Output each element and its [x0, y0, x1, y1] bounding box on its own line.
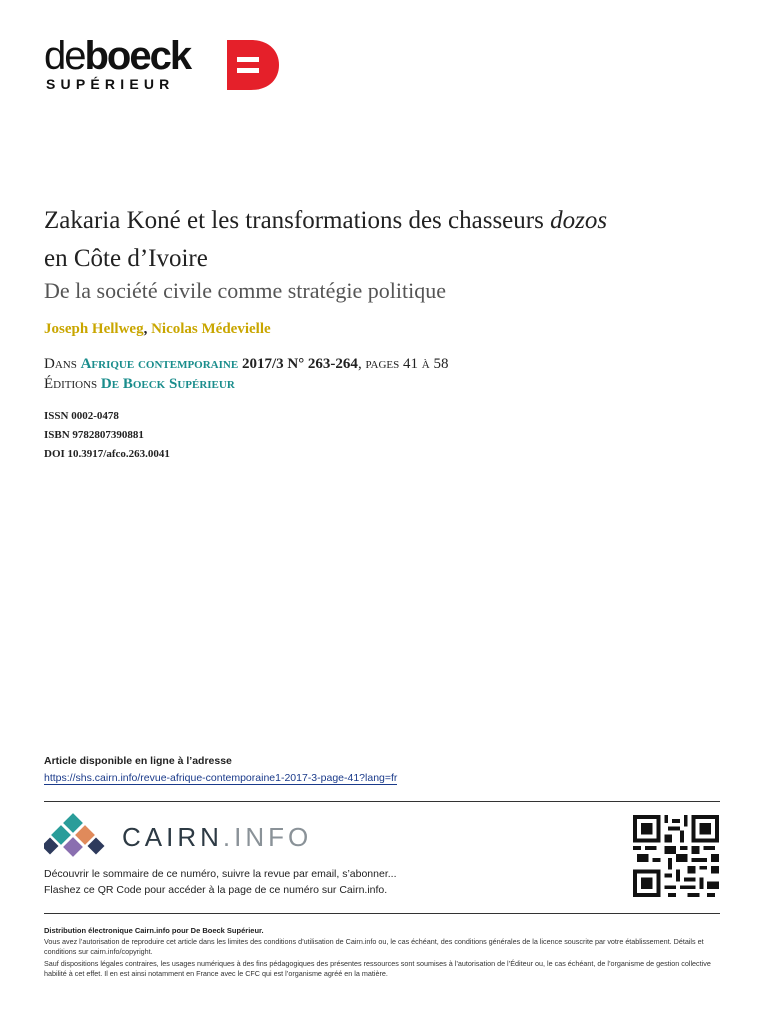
qr-code-icon[interactable] [632, 815, 720, 897]
distribution-title: Distribution électronique Cairn.info pour De Boeck Supérieur. [44, 926, 264, 935]
article-subtitle: De la société civile comme stratégie politique [44, 278, 446, 303]
cairn-qr-instruction: Flashez ce QR Code pour accéder à la page de ce numéro sur Cairn.info. [44, 884, 388, 896]
isbn: ISBN 9782807390881 [44, 429, 144, 441]
logo-tagline: SUPÉRIEUR [46, 76, 175, 92]
logo-wordmark: deboeck [44, 34, 191, 78]
divider [44, 801, 720, 802]
legal-paragraph: Sauf dispositions légales contraires, les usages numériques à des fins pédagogiques des présentes ressources sont soumises à l’autorisation de l’Éditeur ou, le cas échéant, de l’organisme de gestion collective habilité à cet effet. Il en est ainsi notamment en France avec le CFC qui est l’organisme agréé en la matière. [44, 959, 711, 978]
author-link[interactable]: Joseph Hellweg [44, 321, 144, 337]
article-title: Zakaria Koné et les transformations des chasseurs dozos en Côte d’Ivoire [44, 207, 608, 272]
logo-d-mark-icon [227, 40, 279, 90]
cairn-wordmark: CAIRN.INFO [122, 822, 313, 852]
publication-line: Dans Afrique contemporaine 2017/3 N° 263-264, pages 41 à 58 [44, 356, 449, 372]
author-link[interactable]: Nicolas Médevielle [151, 321, 271, 337]
publisher-logo [44, 34, 284, 96]
issn: ISSN 0002-0478 [44, 410, 119, 422]
publisher-link[interactable]: De Boeck Supérieur [100, 376, 235, 392]
article-url-link[interactable]: https://shs.cairn.info/revue-afrique-contemporaine1-2017-3-page-41?lang=fr [44, 772, 398, 784]
availability-label: Article disponible en ligne à l’adresse [44, 755, 232, 767]
doi: DOI 10.3917/afco.263.0041 [44, 448, 170, 460]
legal-paragraph: Vous avez l’autorisation de reproduire cet article dans les limites des conditions d’utilisation de Cairn.info ou, le cas échéant, des conditions générales de la licence souscrite par votre établissement. Détails et conditions sur cairn.info/copyright. [44, 937, 704, 956]
editions-line: Éditions De Boeck Supérieur [44, 376, 235, 392]
authors: Joseph Hellweg, Nicolas Médevielle [44, 321, 271, 337]
cairn-description: Découvrir le sommaire de ce numéro, suivre la revue par email, s’abonner... [44, 868, 397, 880]
journal-link[interactable]: Afrique contemporaine [80, 356, 239, 372]
divider [44, 913, 720, 914]
